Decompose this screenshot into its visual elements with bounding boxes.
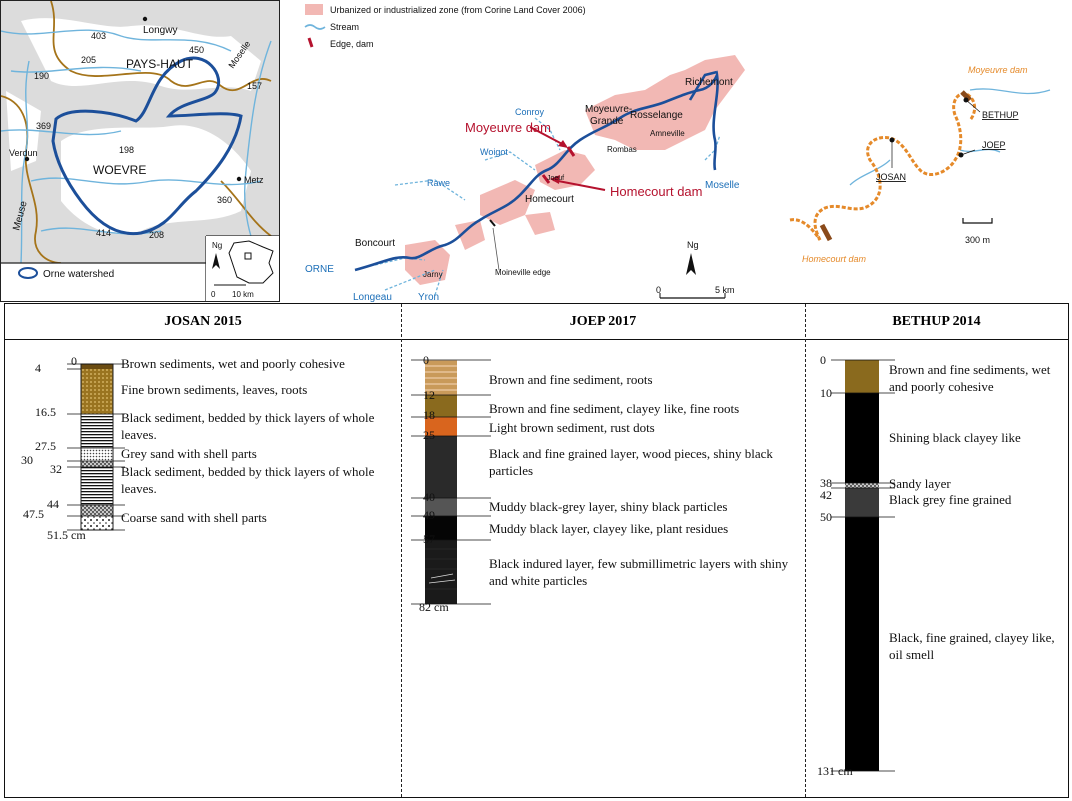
joep-depth-12: 12 (423, 388, 435, 402)
detail-label-joep: JOEP (982, 140, 1006, 150)
inset-elev-450: 450 (189, 45, 205, 55)
main-scale-start: 0 (656, 285, 662, 295)
map-label-homecourt-dam: Homecourt dam (610, 184, 703, 199)
detail-label-josan: JOSAN (876, 172, 907, 182)
bethup-bottom-depth: 131 cm (817, 764, 853, 778)
josan-depth-27-5: 27.5 (35, 439, 56, 453)
inset-scale-end: 10 km (232, 290, 254, 299)
legend-edge: Edge, dam (330, 39, 374, 49)
inset-label-longwy: Longwy (143, 25, 178, 36)
bethup-depth-38: 38 (820, 476, 832, 490)
detail-scale-label: 300 m (965, 235, 991, 245)
inset-label-meuse: Meuse (11, 199, 30, 232)
map-label-homecourt: Homecourt (525, 194, 574, 205)
bethup-core (805, 344, 1068, 784)
detail-river (815, 94, 975, 240)
map-label-moyeuvre-dam: Moyeuvre dam (465, 120, 551, 135)
core-title-joep: JOEP 2017 (569, 313, 637, 329)
josan-depth-4: 4 (35, 361, 41, 375)
detail-label-bethup: BETHUP (982, 110, 1019, 120)
josan-desc-2: Fine brown sediments, leaves, roots (121, 382, 308, 397)
bethup-depth-42: 42 (820, 488, 832, 502)
map-label-rombas: Rombas (607, 145, 637, 154)
map-label-conroy: Conroy (515, 107, 545, 117)
sediment-cores-panel (4, 303, 1069, 798)
josan-depth-0: 0 (71, 354, 77, 368)
core-title-josan: JOSAN 2015 (164, 313, 242, 329)
main-map (285, 0, 765, 302)
bethup-desc-3: Sandy layer (889, 476, 951, 491)
legend-urban: Urbanized or industrialized zone (from Corine Land Cover 2006) (330, 5, 586, 15)
inset-scale-start: 0 (211, 290, 216, 299)
joep-desc-2: Brown and fine sediment, clayey like, fine roots (489, 401, 740, 416)
josan-depth-47-5: 47.5 (23, 507, 44, 521)
map-label-longeau: Longeau (353, 292, 392, 302)
josan-depth-32: 32 (50, 462, 62, 476)
inset-elev-208: 208 (149, 230, 165, 240)
josan-depth-30: 30 (21, 453, 33, 467)
main-scale-end: 5 km (715, 285, 735, 295)
inset-elev-414: 414 (96, 228, 112, 238)
inset-north-label: Ng (212, 241, 223, 250)
joep-desc-3: Light brown sediment, rust dots (489, 420, 655, 435)
joep-depth-40: 40 (423, 490, 435, 504)
inset-label-woevre: WOEVRE (93, 163, 147, 177)
joep-desc-7: Black indured layer, few submillimetric layers with shiny and white particles (489, 556, 789, 588)
inset-elev-360: 360 (217, 195, 233, 205)
joep-bottom-depth: 82 cm (419, 600, 449, 614)
josan-bottom-depth: 51.5 cm (47, 528, 86, 542)
map-label-amneville: Amneville (650, 129, 685, 138)
map-label-jarny: Jarny (423, 270, 443, 279)
inset-elev-198: 198 (119, 145, 135, 155)
title-divider (5, 339, 1068, 340)
bethup-desc-2: Shining black clayey like (889, 430, 1021, 445)
josan-desc-4: Grey sand with shell parts (121, 446, 257, 461)
joep-depth-25: 25 (423, 428, 435, 442)
map-label-richemont: Richemont (685, 77, 733, 88)
dam-legend-icon (309, 38, 312, 47)
bethup-depth-10: 10 (820, 386, 832, 400)
joep-depth-18: 18 (423, 408, 435, 422)
map-label-rosselange: Rosselange (630, 110, 683, 121)
josan-depth-16-5: 16.5 (35, 405, 56, 419)
map-label-orne: ORNE (305, 264, 334, 275)
josan-depth-44: 44 (47, 497, 59, 511)
joep-depth-49: 49 (423, 508, 435, 522)
inset-elev-157: 157 (247, 81, 263, 91)
joep-desc-5: Muddy black-grey layer, shiny black particles (489, 499, 728, 514)
detail-homecourt-dam-icon (822, 225, 830, 240)
inset-label-moselle: Moselle (226, 39, 253, 71)
map-label-joeuf: Joeuf (547, 175, 565, 182)
detail-map (770, 40, 1070, 270)
map-label-moselle: Moselle (705, 180, 740, 191)
joep-depth-0: 0 (423, 353, 429, 367)
inset-map-svg (1, 1, 279, 301)
inset-label-verdun: Verdun (9, 148, 38, 158)
inset-elev-205: 205 (81, 55, 97, 65)
bethup-depth-0: 0 (820, 353, 826, 367)
inset-elev-190: 190 (34, 71, 50, 81)
map-label-boncourt: Boncourt (355, 238, 396, 249)
map-label-yron: Yron (418, 292, 440, 302)
urban-legend-swatch (305, 4, 323, 15)
bethup-desc-5: Black, fine grained, clayey like, oil smell (889, 630, 1055, 662)
bethup-depth-50: 50 (820, 510, 832, 524)
stream-legend-icon (305, 25, 325, 29)
bethup-desc-4: Black grey fine grained (889, 492, 1012, 507)
joep-desc-1: Brown and fine sediment, roots (489, 372, 653, 387)
josan-desc-5: Black sediment, bedded by thick layers of whole leaves. (121, 464, 375, 496)
map-label-grande: Grande (590, 116, 624, 127)
core-title-bethup: BETHUP 2014 (892, 313, 981, 329)
joep-desc-4: Black and fine grained layer, wood pieces, shiny black particles (489, 446, 773, 478)
josan-desc-1: Brown sediments, wet and poorly cohesive (121, 356, 345, 371)
bethup-desc-1: Brown and fine sediments, wet and poorly cohesive (889, 362, 1051, 394)
inset-map (0, 0, 280, 302)
map-label-woigot: Woigot (480, 147, 508, 157)
inset-elev-403: 403 (91, 31, 107, 41)
map-label-moyeuvre: Moyeuvre- (585, 104, 633, 115)
main-north-arrow-icon (686, 253, 696, 275)
map-label-moineville: Moineville edge (495, 268, 551, 277)
josan-desc-3: Black sediment, bedded by thick layers of whole leaves. (121, 410, 375, 442)
joep-desc-6: Muddy black layer, clayey like, plant residues (489, 521, 729, 536)
detail-label-homecourt-dam: Homecourt dam (802, 254, 867, 264)
inset-elev-369: 369 (36, 121, 52, 131)
joep-depth-57: 57 (423, 532, 435, 546)
map-label-rawe: Rawe (427, 178, 451, 188)
inset-legend-text: Orne watershed (43, 269, 115, 280)
legend-stream: Stream (330, 22, 360, 32)
inset-label-pays-haut: PAYS-HAUT (126, 57, 193, 71)
detail-label-moyeuvre-dam: Moyeuvre dam (968, 65, 1028, 75)
josan-desc-6: Coarse sand with shell parts (121, 510, 267, 525)
main-north-label: Ng (687, 240, 699, 250)
inset-label-metz: Metz (244, 175, 264, 185)
